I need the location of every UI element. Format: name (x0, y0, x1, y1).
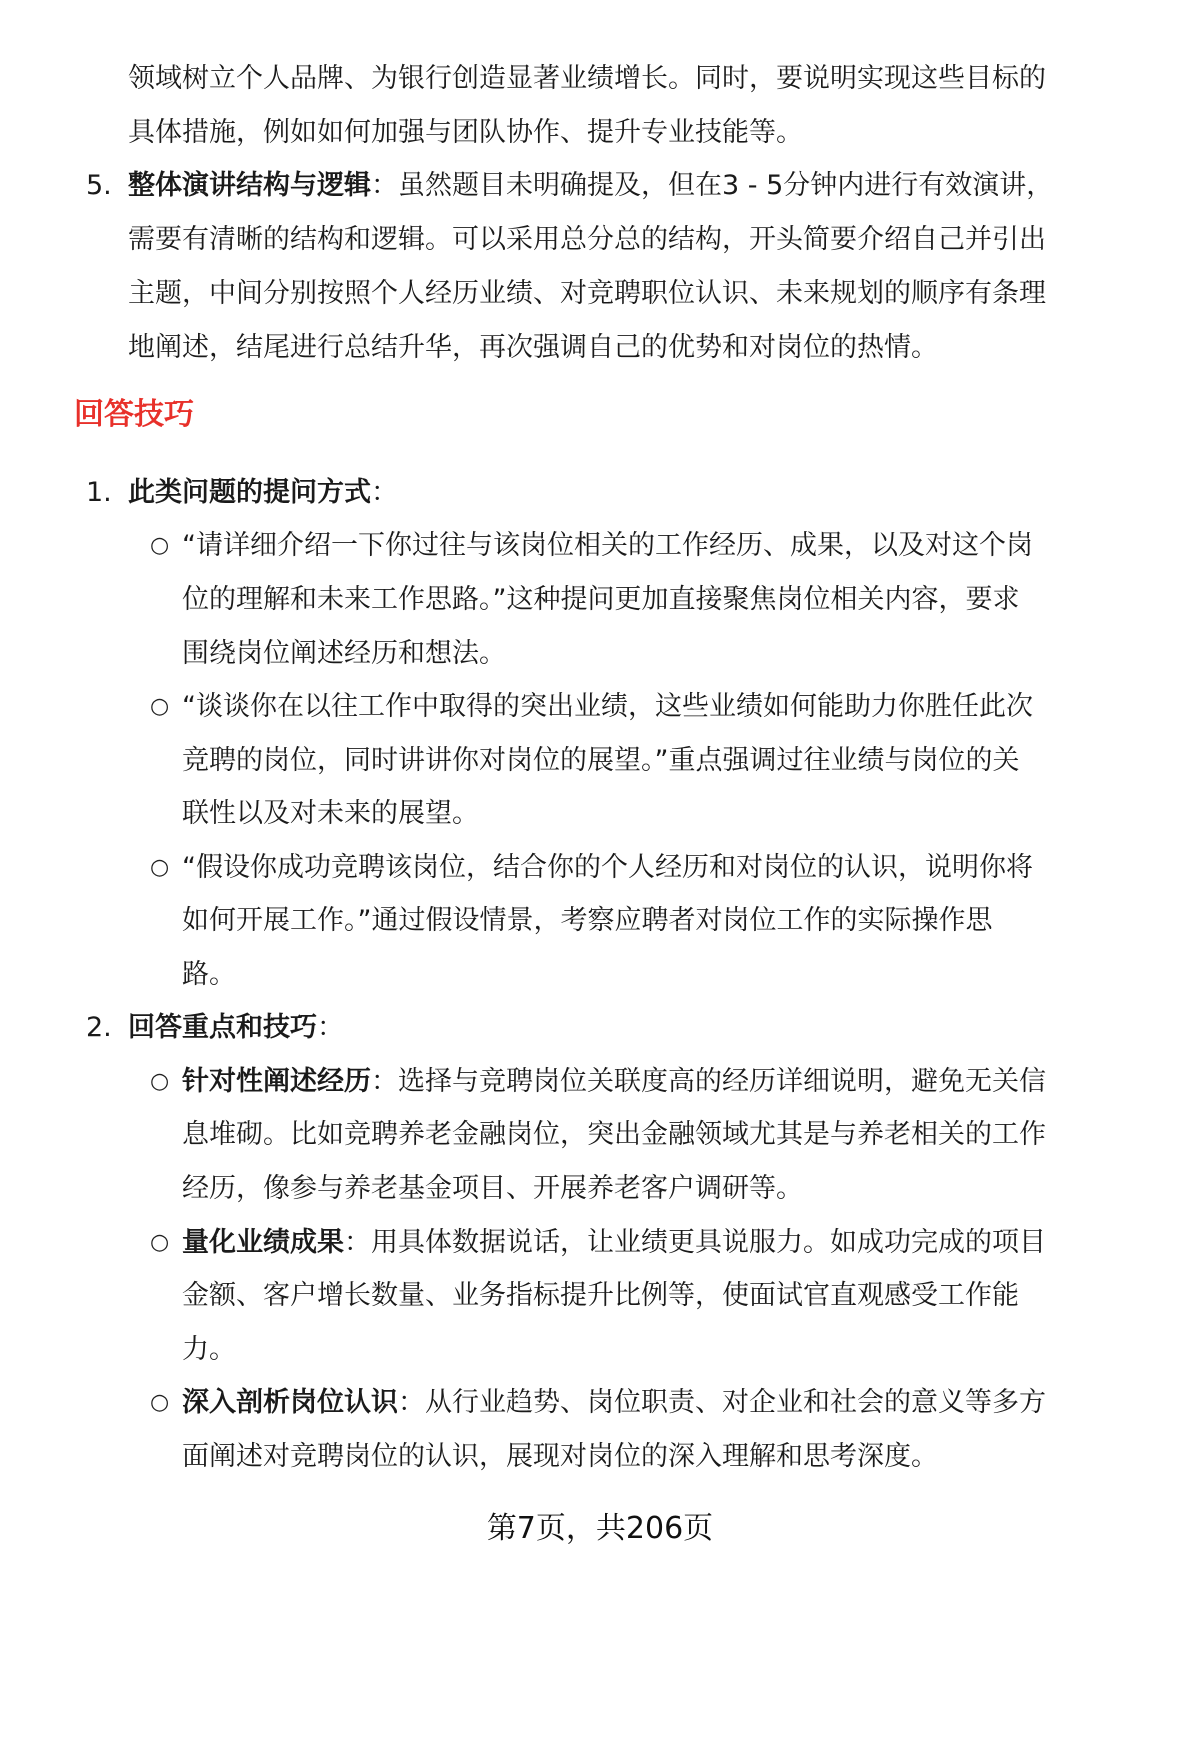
bullet-text: ：从行业趋势、岗位职责、对企业和社会的意义等多方 (398, 1387, 1046, 1418)
bullet-title: 深入剖析岗位认识 (182, 1387, 398, 1418)
bullet-title: 针对性阐述经历 (182, 1066, 371, 1097)
bullet-icon: ○ (150, 1390, 170, 1415)
bullet-line: 息堆砌。比如竞聘养老金融岗位，突出金融领域尤其是与养老相关的工作 (182, 1119, 1046, 1150)
item-title: 回答重点和技巧 (128, 1012, 317, 1043)
paragraph-line: 需要有清晰的结构和逻辑。可以采用总分总的结构，开头简要介绍自己并引出 (128, 224, 1046, 255)
paragraph-line: 领域树立个人品牌、为银行创造显著业绩增长。同时，要说明实现这些目标的 (128, 63, 1046, 94)
paragraph-line: 具体措施，例如如何加强与团队协作、提升专业技能等。 (128, 117, 803, 148)
bullet-text: ：用具体数据说话，让业绩更具说服力。如成功完成的项目 (344, 1227, 1046, 1258)
bullet-line: 路。 (182, 959, 236, 990)
colon: ： (371, 477, 398, 508)
paragraph-line: 主题，中间分别按照个人经历业绩、对竞聘职位认识、未来规划的顺序有条理 (128, 278, 1046, 309)
paragraph-line: 地阐述，结尾进行总结升华，再次强调自己的优势和对岗位的热情。 (128, 332, 938, 363)
item-title: 整体演讲结构与逻辑 (128, 170, 371, 201)
bullet-line: 力。 (182, 1334, 236, 1365)
bullet-text: ：选择与竞聘岗位关联度高的经历详细说明，避免无关信 (371, 1066, 1046, 1097)
bullet-line (182, 1065, 1046, 1099)
bullet-line: 位的理解和未来工作思路。”这种提问更加直接聚焦岗位相关内容，要求 (182, 584, 1020, 615)
section-heading: 回答技巧 (74, 397, 194, 432)
bullet-line: 竞聘的岗位，同时讲讲你对岗位的展望。”重点强调过往业绩与岗位的关 (182, 745, 1020, 776)
bullet-title: 量化业绩成果 (182, 1227, 344, 1258)
bullet-line: 联性以及对未来的展望。 (182, 798, 479, 829)
bullet-line (182, 1226, 1046, 1260)
bullet-line: 围绕岗位阐述经历和想法。 (182, 638, 506, 669)
bullet-line: 面阐述对竞聘岗位的认识，展现对岗位的深入理解和思考深度。 (182, 1441, 938, 1472)
colon: ： (317, 1012, 344, 1043)
bullet-icon: ○ (150, 1230, 170, 1255)
bullet-line: “请详细介绍一下你过往与该岗位相关的工作经历、成果，以及对这个岗 (182, 530, 1033, 561)
bullet-line: “谈谈你在以往工作中取得的突出业绩，这些业绩如何能助力你胜任此次 (182, 691, 1033, 722)
bullet-line: 经历，像参与养老基金项目、开展养老客户调研等。 (182, 1173, 803, 1204)
bullet-icon: ○ (150, 855, 170, 880)
bullet-icon: ○ (150, 1069, 170, 1094)
page-number-footer: 第7页，共206页 (486, 1511, 714, 1546)
bullet-icon: ○ (150, 533, 170, 558)
list-item-1 (128, 476, 398, 510)
bullet-line: 金额、客户增长数量、业务指标提升比例等，使面试官直观感受工作能 (182, 1280, 1019, 1311)
list-number: 5. (86, 170, 112, 201)
item-text: ：虽然题目未明确提及，但在3 - 5分钟内进行有效演讲， (371, 170, 1054, 201)
bullet-icon: ○ (150, 694, 170, 719)
list-item-5 (128, 169, 1053, 203)
list-number: 1. (86, 477, 112, 508)
bullet-line (182, 1386, 1046, 1420)
bullet-line: “假设你成功竞聘该岗位，结合你的个人经历和对岗位的认识，说明你将 (182, 852, 1033, 883)
list-item-2 (128, 1011, 344, 1045)
list-number: 2. (86, 1012, 112, 1043)
bullet-line: 如何开展工作。”通过假设情景，考察应聘者对岗位工作的实际操作思 (182, 905, 993, 936)
item-title: 此类问题的提问方式 (128, 477, 371, 508)
